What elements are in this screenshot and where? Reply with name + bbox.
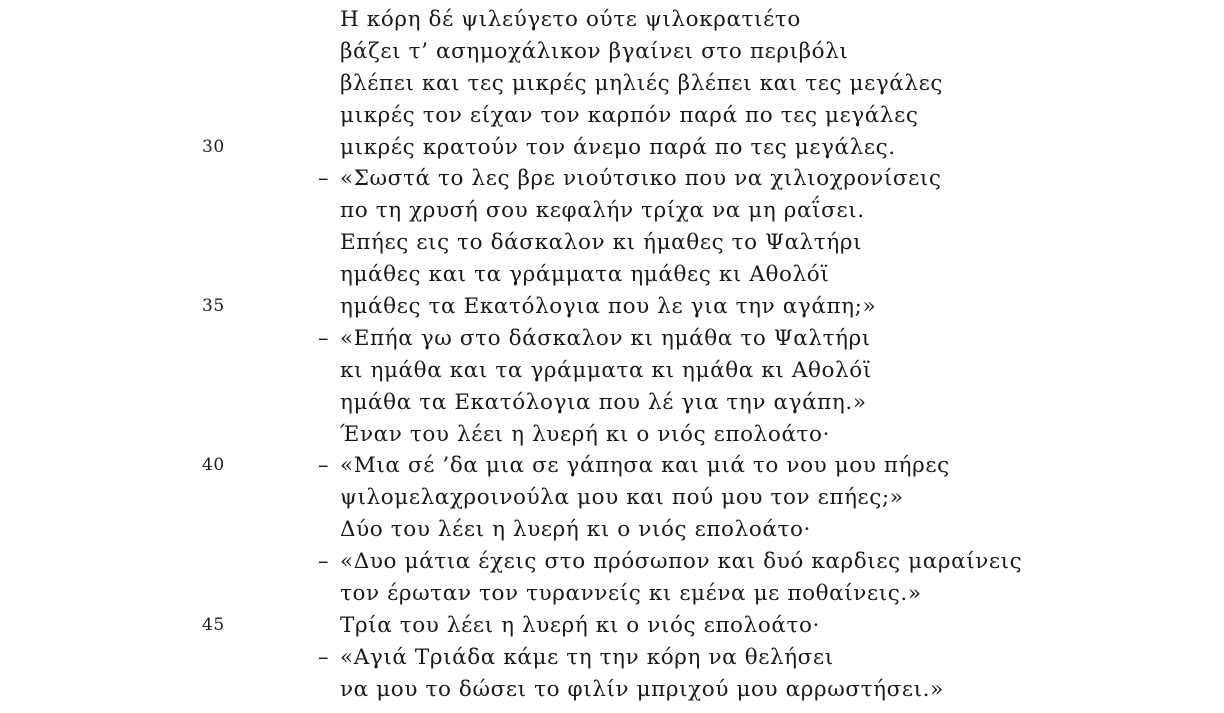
line-number: 35 — [202, 296, 225, 317]
line-number: 40 — [202, 455, 225, 476]
verse-text: κι ημάθα και τα γράμματα κι ημάθα κι Αθολόϊ — [340, 357, 872, 383]
verse-line — [0, 610, 1224, 642]
verse-line — [0, 355, 1224, 387]
verse-line — [0, 578, 1224, 610]
line-number: 30 — [202, 136, 225, 157]
verse-line — [0, 4, 1224, 36]
verse-text: να μου το δώσει το φιλίν μπριχού μου αρρωστήσει.» — [340, 676, 944, 702]
verse-line — [0, 259, 1224, 291]
dialogue-dash: – — [318, 325, 329, 350]
dialogue-dash: – — [318, 644, 329, 669]
verse-text: Επήες εις το δάσκαλον κι ήμαθες το Ψαλτήρι — [340, 230, 863, 256]
verse-line — [0, 546, 1224, 578]
verse-line — [0, 195, 1224, 227]
verse-text: τον έρωταν τον τυραννείς κι εμένα με ποθαίνεις.» — [340, 581, 922, 607]
verse-text: Η κόρη δέ ψιλεύγετο ούτε ψιλοκρατιέτο — [340, 7, 801, 32]
verse-line — [0, 36, 1224, 68]
verse-line — [0, 674, 1224, 706]
verse-line — [0, 132, 1224, 164]
verse-line — [0, 450, 1224, 482]
verse-text: «Επήα γω στο δάσκαλον κι ημάθα το Ψαλτήρι — [340, 325, 871, 351]
verse-text: πο τη χρυσή σου κεφαλήν τρίχα να μη ραΐσει. — [340, 198, 865, 224]
verse-line — [0, 482, 1224, 514]
verse-text: Τρία του λέει η λυερή κι ο νιός επολοάτο· — [340, 612, 820, 638]
verse-line — [0, 514, 1224, 546]
verse-text: «Σωστά το λες βρε νιούτσικο που να χιλιοχρονίσεις — [340, 166, 942, 192]
verse-line — [0, 387, 1224, 419]
line-number: 45 — [202, 614, 225, 635]
verse-line — [0, 291, 1224, 323]
verse-text: ημάθες και τα γράμματα ημάθες κι Αθολόϊ — [340, 262, 830, 288]
verse-text: ημάθα τα Εκατόλογια που λέ για την αγάπη.» — [340, 389, 867, 415]
verse-text: βλέπει και τες μικρές μηλιές βλέπει και τες μεγάλες — [340, 70, 944, 96]
verse-text: μικρές τον είχαν τον καρπόν παρά πο τες μεγάλες — [340, 102, 919, 128]
verse-text: βάζει τ’ ασημοχάλικον βγαίνει στο περιβόλι — [340, 38, 849, 64]
dialogue-dash: – — [318, 549, 329, 574]
verse-text: μικρές κρατούν τον άνεμο παρά πο τες μεγάλες. — [340, 134, 896, 160]
verse-text: «Μια σέ ’δα μια σε γάπησα και μιά το νου μου πήρες — [340, 453, 950, 479]
verse-text: Έναν του λέει η λυερή κι ο νιός επολοάτο· — [340, 421, 831, 447]
verse-line — [0, 419, 1224, 451]
verse-text: ψιλομελαχροινούλα μου και πού μου τον επήες;» — [340, 485, 904, 511]
verse-line — [0, 323, 1224, 355]
verse-text: ημάθες τα Εκατόλογια που λε για την αγάπη;» — [340, 294, 877, 320]
dialogue-dash: – — [318, 453, 329, 478]
verse-line — [0, 100, 1224, 132]
verse-line — [0, 68, 1224, 100]
verse-text: «Δυο μάτια έχεις στο πρόσωπον και δυό καρδιες μαραίνεις — [340, 549, 1023, 575]
verse-line — [0, 642, 1224, 674]
dialogue-dash: – — [318, 166, 329, 191]
verse-line — [0, 227, 1224, 259]
verse-text: «Αγιά Τριάδα κάμε τη την κόρη να θελήσει — [340, 644, 834, 670]
verse-line — [0, 163, 1224, 195]
poem-text — [0, 4, 1224, 706]
verse-text: Δύο του λέει η λυερή κι ο νιός επολοάτο· — [340, 517, 811, 543]
